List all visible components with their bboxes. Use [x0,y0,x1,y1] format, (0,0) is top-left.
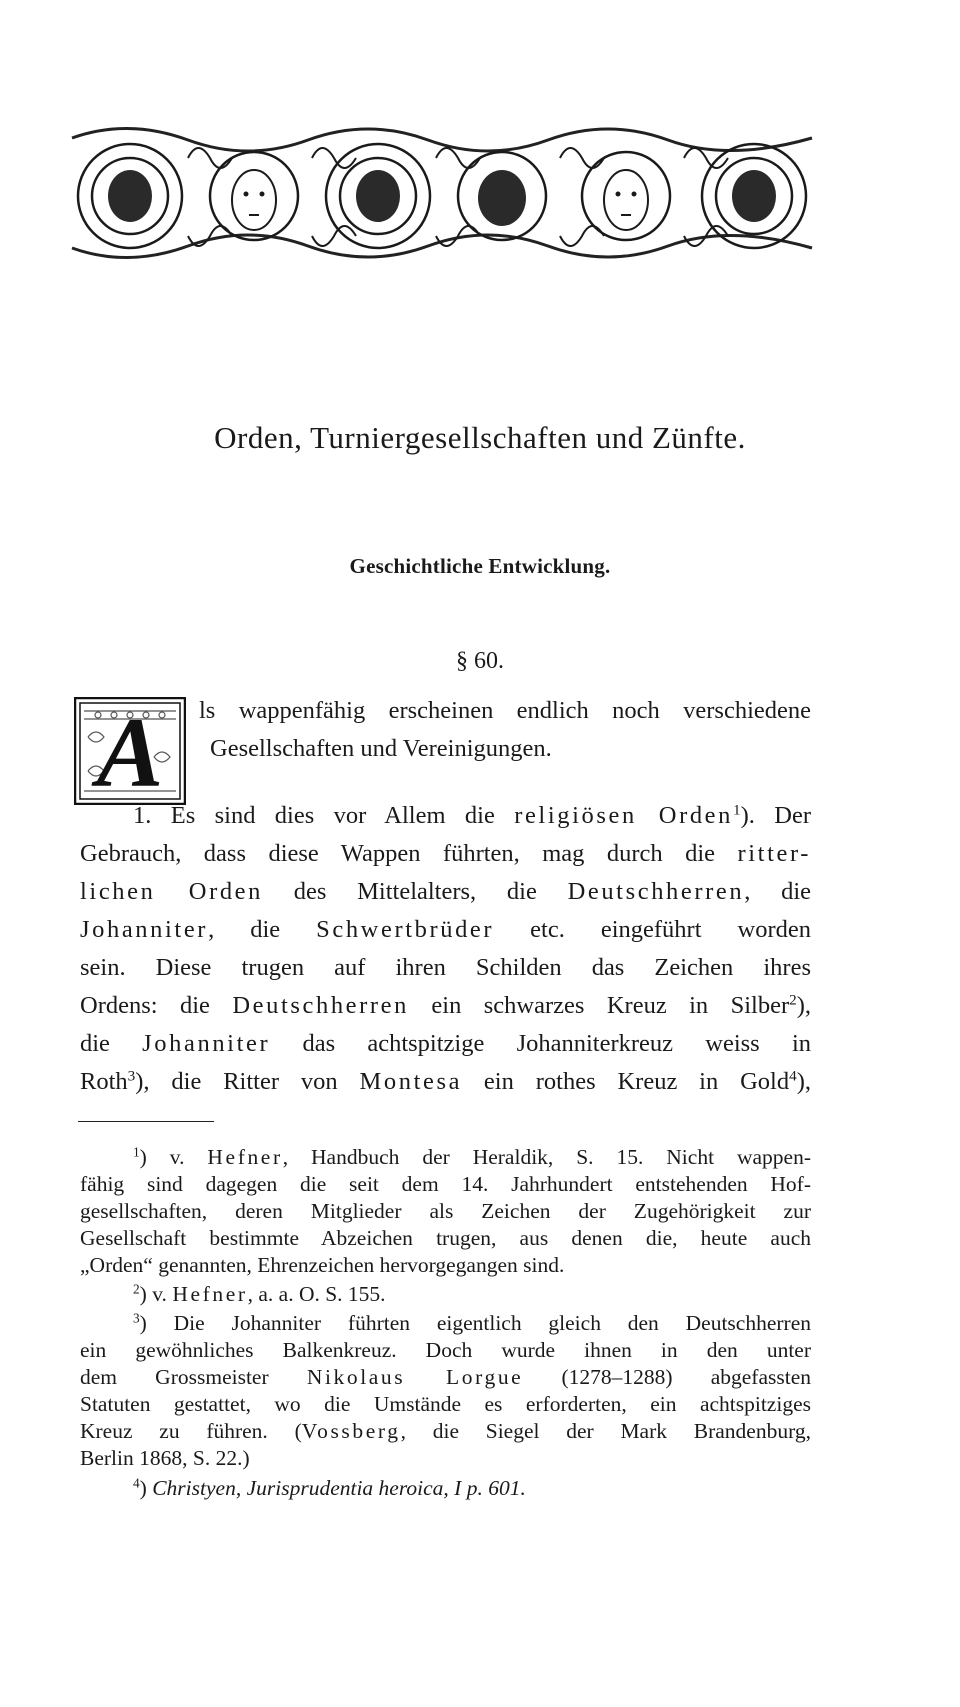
spaced-term: religiösen Orden [514,802,734,829]
spaced-term: Hefner [172,1282,248,1306]
footnote-ref: 1 [733,801,741,819]
text-run: ). Der [740,802,811,829]
footnote-mark: 3 [133,1310,140,1326]
footnote-mark: 4 [133,1475,140,1491]
initial-letter-glyph: A [96,697,164,808]
spaced-term: Johanniter [80,916,209,943]
decorated-initial-letter [74,697,186,808]
footnote-3-line-4: Statuten gestattet, wo die Umstände es erforderten, ein achtspitziges [80,1392,811,1416]
chapter-title: Orden, Turniergesellschaften und Zünfte. [214,420,746,455]
spaced-term: Deutschherren [567,878,745,905]
footnote-1-line-4: Gesellschaft bestimmte Abzeichen trugen, aus denen die, heute auch [80,1226,811,1250]
footnote-3-line-1 [133,1310,811,1335]
text-run: des Mittelalters, die [263,878,568,905]
text-run: ein rothes Kreuz in Gold [462,1068,790,1095]
footnote-mark: 2 [133,1281,140,1297]
spaced-term: Nikolaus Lorgue [306,1365,524,1389]
text-run: Kreuz zu führen. ( [80,1419,302,1443]
paragraph-line-3 [80,880,811,905]
ornamental-header-band [68,118,816,268]
paragraph-line-6 [80,991,812,1019]
text-run: ) v. [139,1282,173,1306]
text-run: 1. Es sind dies vor Allem die [133,802,515,829]
footnote-1-line-2: fähig sind dagegen die seit dem 14. Jahrhundert entstehenden Hof- [80,1172,811,1196]
intro-line-1: ls wappenfähig erscheinen endlich noch verschiedene [199,697,811,724]
chapter-subtitle: Geschichtliche Entwicklung. [349,554,611,578]
footnote-1-line-3: gesellschaften, deren Mitglieder als Zeichen der Zugehörigkeit zur [80,1199,811,1223]
section-number: § 60. [456,648,504,674]
text-run: dem Grossmeister [80,1365,307,1389]
text-run: ) [139,1476,153,1500]
spaced-term: Deutschherren [232,992,409,1019]
paragraph-line-2 [80,842,811,867]
text-run: ), [796,1068,811,1095]
text-run: , die [208,916,317,943]
text-run: , die [744,878,811,905]
text-run: Gebrauch, dass diese Wappen führten, mag durch die [80,840,738,867]
intro-line-2: Gesellschaften und Vereinigungen. [210,735,552,762]
text-run: ) v. [139,1145,208,1169]
spaced-term: lichen Orden [80,878,264,905]
spaced-term: Johanniter [142,1030,271,1057]
text-run: , Handbuch der Heraldik, S. 15. Nicht wappen- [282,1145,811,1169]
text-run: ein schwarzes Kreuz in Silber [409,992,790,1019]
paragraph-line-7 [80,1032,811,1057]
spaced-term: Montesa [359,1068,463,1095]
italic-citation: Christyen, Jurisprudentia heroica, I p. 601. [152,1476,526,1500]
text-run: ) Die Johanniter führten eigentlich gleich den Deutschherren [139,1311,811,1335]
paragraph-line-8 [80,1067,811,1095]
text-run: (1278–1288) abgefassten [523,1365,812,1389]
text-run: ), [796,992,812,1019]
paragraph-line-4 [80,918,811,943]
spaced-term: ritter- [737,840,811,867]
paragraph-line-5: sein. Diese trugen auf ihren Schilden das Zeichen ihres [80,954,811,981]
spaced-term: Vossberg [301,1419,401,1443]
paragraph-line-1 [133,801,811,829]
text-run: etc. eingeführt worden [494,916,811,943]
text-run: die [80,1030,143,1057]
text-run: ), die Ritter von [135,1068,360,1095]
footnote-ref: 4 [789,1067,797,1085]
footnote-separator [78,1121,214,1122]
footnote-ref: 2 [789,991,797,1009]
footnote-3-line-5 [80,1421,811,1443]
spaced-term: Schwertbrüder [316,916,495,943]
footnote-mark: 1 [133,1144,140,1160]
footnote-1-line-5: „Orden“ genannten, Ehrenzeichen hervorgegangen sind. [80,1253,565,1277]
footnote-2 [133,1281,386,1306]
footnote-3-line-3 [80,1367,811,1389]
text-run: , die Siegel der Mark Brandenburg, [400,1419,811,1443]
footnote-4 [133,1475,526,1500]
footnote-3-line-2: ein gewöhnliches Balkenkreuz. Doch wurde ihnen in den unter [80,1338,811,1362]
footnote-ref: 3 [127,1067,136,1085]
text-run: , a. a. O. S. 155. [247,1282,386,1306]
footnote-3-line-6: Berlin 1868, S. 22.) [80,1446,250,1470]
spaced-term: Hefner [207,1145,283,1169]
text-run: Roth [80,1068,128,1095]
footnote-1-line-1 [133,1144,811,1169]
text-run: das achtspitzige Johanniterkreuz weiss in [270,1030,811,1057]
text-run: Ordens: die [80,992,233,1019]
